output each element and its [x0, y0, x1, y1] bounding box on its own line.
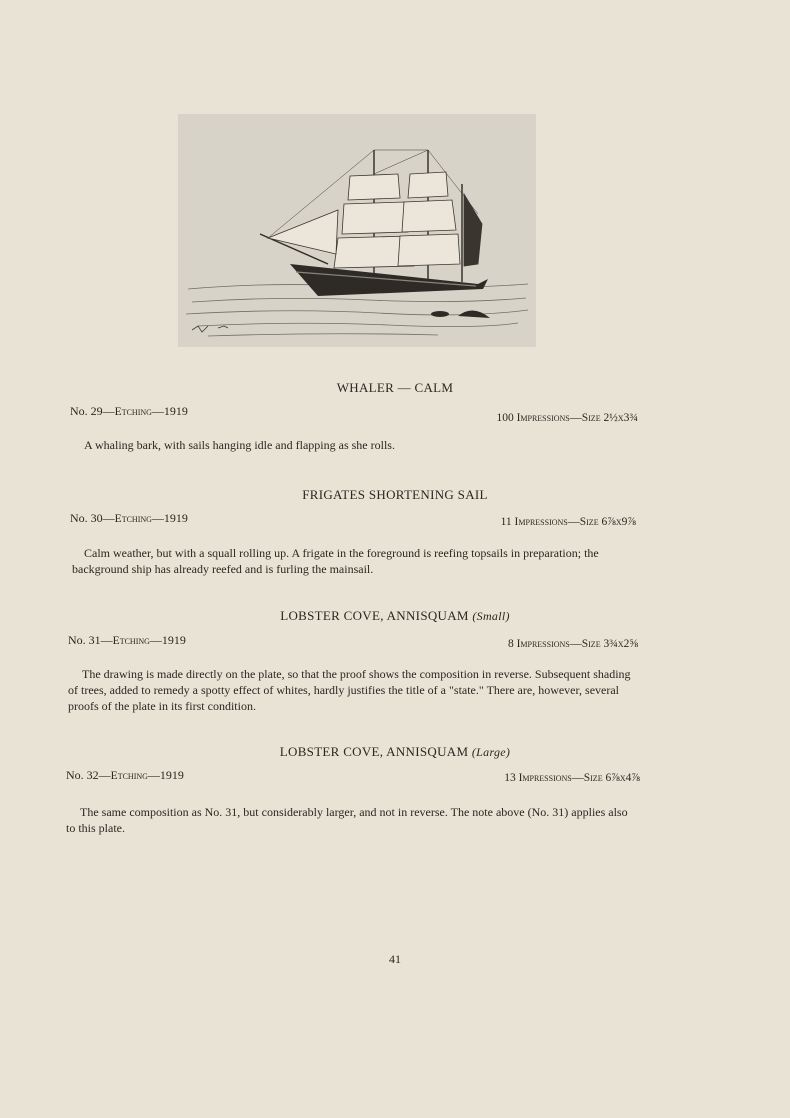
ship-etching-icon: [178, 114, 536, 347]
entry-year: 1919: [161, 633, 186, 647]
entry-number-line: No. 29—Etching—1919: [70, 404, 188, 418]
entry-title-text: LOBSTER COVE, ANNISQUAM: [280, 608, 469, 623]
entry-size: Size 6⅞x9⅞: [579, 516, 636, 528]
entry-number-line: No. 30—Etching—1919: [70, 511, 188, 525]
entry-kind: Etching: [114, 406, 152, 418]
page-number: 41: [389, 952, 401, 966]
entry-subtitle: (Large): [471, 745, 511, 759]
entry-title: [0, 744, 790, 760]
entry-impressions-line: 8 Impressions—Size 3¾x2⅝: [507, 636, 638, 650]
entry-impressions-line: 11 Impressions—Size 6⅞x9⅞: [500, 514, 636, 528]
entry-size: Size 2½x3¾: [581, 412, 638, 424]
entry-subtitle: (Small): [472, 609, 510, 623]
entry-size: Size 3¾x2⅝: [581, 638, 638, 650]
entry-title: [0, 487, 790, 503]
entry-description: A whaling bark, with sails hanging idle and flapping as she rolls.: [84, 438, 395, 452]
entry-number-line: No. 31—Etching—1919: [68, 633, 186, 647]
entry-description: Calm weather, but with a squall rolling up. A frigate in the foreground is reefing topsails in preparation; the background ship has already reefed and is furling the mainsail.: [72, 546, 599, 576]
entry-number-line: No. 32—Etching—1919: [66, 768, 184, 782]
entry-kind: Etching: [112, 635, 150, 647]
entry-description: The same composition as No. 31, but considerably larger, and not in reverse. The note above (No. 31) applies also to this plate.: [66, 805, 628, 835]
entry-number: No. 29: [70, 404, 103, 418]
entry-number: No. 30: [70, 511, 103, 525]
entry-impressions: 11 Impressions: [500, 516, 568, 528]
entry-size: Size 6⅞x4⅞: [583, 772, 640, 784]
entry-title: [0, 608, 790, 624]
entry-year: 1919: [163, 511, 188, 525]
entry-impressions: 100 Impressions: [496, 412, 570, 424]
entry-impressions-line: 100 Impressions—Size 2½x3¾: [496, 410, 638, 424]
entry-impressions: 8 Impressions: [507, 638, 570, 650]
whaler-etching-illustration: [178, 114, 536, 347]
entry-title: [0, 380, 790, 396]
entry-description: The drawing is made directly on the plate, so that the proof shows the composition in reverse. Subsequent shading of trees, added to remedy a spotty effect of whites, hardly justifies the title of a "state." There are, however, several proofs of the plate in its first condition.: [68, 667, 631, 713]
entry-number: No. 31: [68, 633, 101, 647]
entry-year: 1919: [159, 768, 184, 782]
entry-title-text: LOBSTER COVE, ANNISQUAM: [279, 744, 469, 759]
entry-impressions: 13 Impressions: [504, 772, 572, 784]
entry-kind: Etching: [114, 513, 152, 525]
entry-number: No. 32: [66, 768, 99, 782]
entry-year: 1919: [163, 404, 188, 418]
entry-kind: Etching: [110, 770, 148, 782]
entry-impressions-line: 13 Impressions—Size 6⅞x4⅞: [504, 770, 640, 784]
entry-title-text: FRIGATES SHORTENING SAIL: [302, 487, 488, 502]
entry-title-text: WHALER — CALM: [336, 380, 454, 395]
